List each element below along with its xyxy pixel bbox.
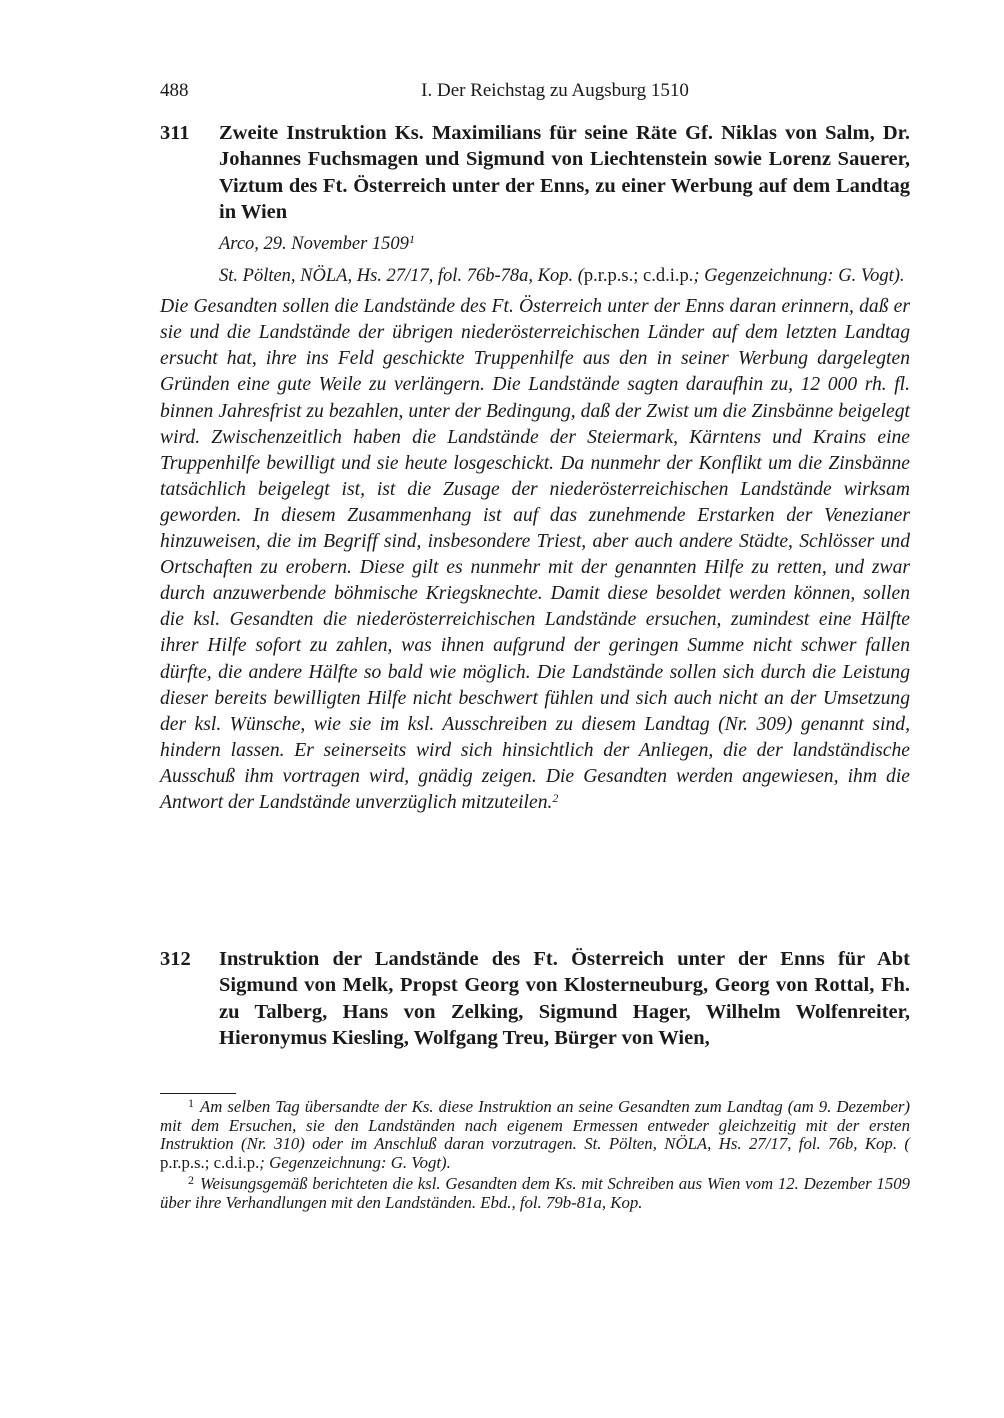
footnote-ref-2[interactable]: 2	[552, 790, 559, 805]
date-text: Arco, 29. November 1509	[219, 234, 409, 255]
footnotes	[160, 1093, 910, 1213]
entry-heading	[160, 120, 910, 225]
entry-title: Instruktion der Landstände des Ft. Österreich unter der Enns für Abt Sigmund von Melk, Propst Georg von Klosterneuburg, Georg von Rottal, Fh. zu Talberg, Hans von Zelking, Sigmund Hager, Wilhelm Wolfenreiter, Hieronymus Kiesling, Wolfgang Treu, Bürger von Wien,	[219, 948, 910, 1049]
running-head: I. Der Reichstag zu Augsburg 1510	[421, 80, 689, 101]
entry-date	[219, 233, 910, 255]
footnote-mark: 2	[188, 1173, 194, 1188]
entry-title: Zweite Instruktion Ks. Maximilians für seine Räte Gf. Niklas von Salm, Dr. Johannes Fuchsmagen und Sigmund von Liechtenstein sowie Lorenz Sauerer, Viztum des Ft. Österreich unter der Enns, zu einer Werbung auf dem Landtag in Wien	[219, 122, 910, 223]
document-entry-311	[160, 120, 910, 816]
summary-text: Die Gesandten sollen die Landstände des Ft. Österreich unter der Enns daran erinnern, daß er sie und die Landstände der übrigen niederösterreichischen Länder auf dem letzten Landtag ersucht hat, ihre ins Feld geschickte Truppenhilfe aus den in seiner Werbung dargelegten Gründen eine gute Weile zu verlängern. Die Landstände sagten daraufhin zu, 12 000 rh. fl. binnen Jahresfrist zu bezahlen, unter der Bedingung, daß der Zwist um die Zinsbänne beigelegt wird. Zwischenzeitlich haben die Landstände der Steiermark, Kärntens und Krains eine Truppenhilfe bewilligt und sie heute losgeschickt. Da nunmehr der Konflikt um die Zinsbänne tatsächlich beigelegt ist, ist die Zusage der niederösterreichischen Landstände wirksam geworden. In diesem Zusammenhang ist auf das zunehmende Erstarken der Venezianer hinzuweisen, die im Begriff sind, insbesondere Triest, aber auch andere Städte, Schlösser und Ortschaften zu erobern. Diese gilt es nunmehr mit der genannten Hilfe zu retten, und zwar durch anzuwerbende böhmische Kriegsknechte. Damit diese besoldet werden können, sollen die ksl. Gesandten die niederösterreichischen Landstände ersuchen, zumindest eine Hälfte ihrer Hilfe sofort zu zahlen, was ihnen aufgrund der geringen Summe nicht schwer fallen dürfte, die andere Hälfte so bald wie möglich. Die Landstände sollen sich durch die Leistung dieser bereits bewilligten Hilfe nicht beschwert fühlen und sich auch nicht an der Umsetzung der ksl. Wünsche, wie sie im ksl. Ausschreiben zu diesem Landtag (Nr. 309) genannt sind, hindern lassen. Er seinerseits wird sich hinsichtlich der Anliegen, die der landständische Ausschuß ihm vortragen wird, gnädig zeigen. Die Gesandten werden angewiesen, ihm die Antwort der Landstände unverzüglich mitzuteilen.	[160, 296, 910, 813]
page-header	[160, 80, 910, 106]
page-number: 488	[160, 80, 189, 101]
entry-heading	[160, 946, 910, 1051]
document-entry-312	[160, 946, 910, 1051]
entry-source: St. Pölten, NÖLA, Hs. 27/17, fol. 76b-78a, Kop. (p.r.p.s.; c.d.i.p.; Gegenzeichnung: G. Vogt).	[219, 266, 905, 287]
entry-number: 312	[160, 948, 191, 970]
footnote-ref-1[interactable]: 1	[408, 232, 415, 247]
footnote-2: $^2$ Weisungsgemäß berichteten die ksl. Gesandten dem Ks. mit Schreiben aus Wien vom 12. Dezember 1509 über ihre Verhandlungen mit den Landständen. Ebd., fol. 79b-81a, Kop.	[160, 1173, 910, 1212]
entry-summary	[160, 294, 910, 816]
footnote-mark: 1	[188, 1096, 194, 1110]
entry-number: 311	[160, 122, 190, 144]
footnote-divider	[160, 1093, 236, 1094]
footnote-1: $^1$ Am selben Tag übersandte der Ks. diese Instruktion an seine Gesandten zum Landtag (am 9. Dezember) mit dem Ersuchen, sie den Landständen nach eigenem Ermessen entweder gleichzeitig mit der ersten Instruktion (Nr. 310) oder im Anschluß daran vorzutragen. St. Pölten, NÖLA, Hs. 27/17, fol. 76b, Kop. ( p.r.p.s.; c.d.i.p.; Gegenzeichnung: G. Vogt).	[160, 1096, 910, 1172]
